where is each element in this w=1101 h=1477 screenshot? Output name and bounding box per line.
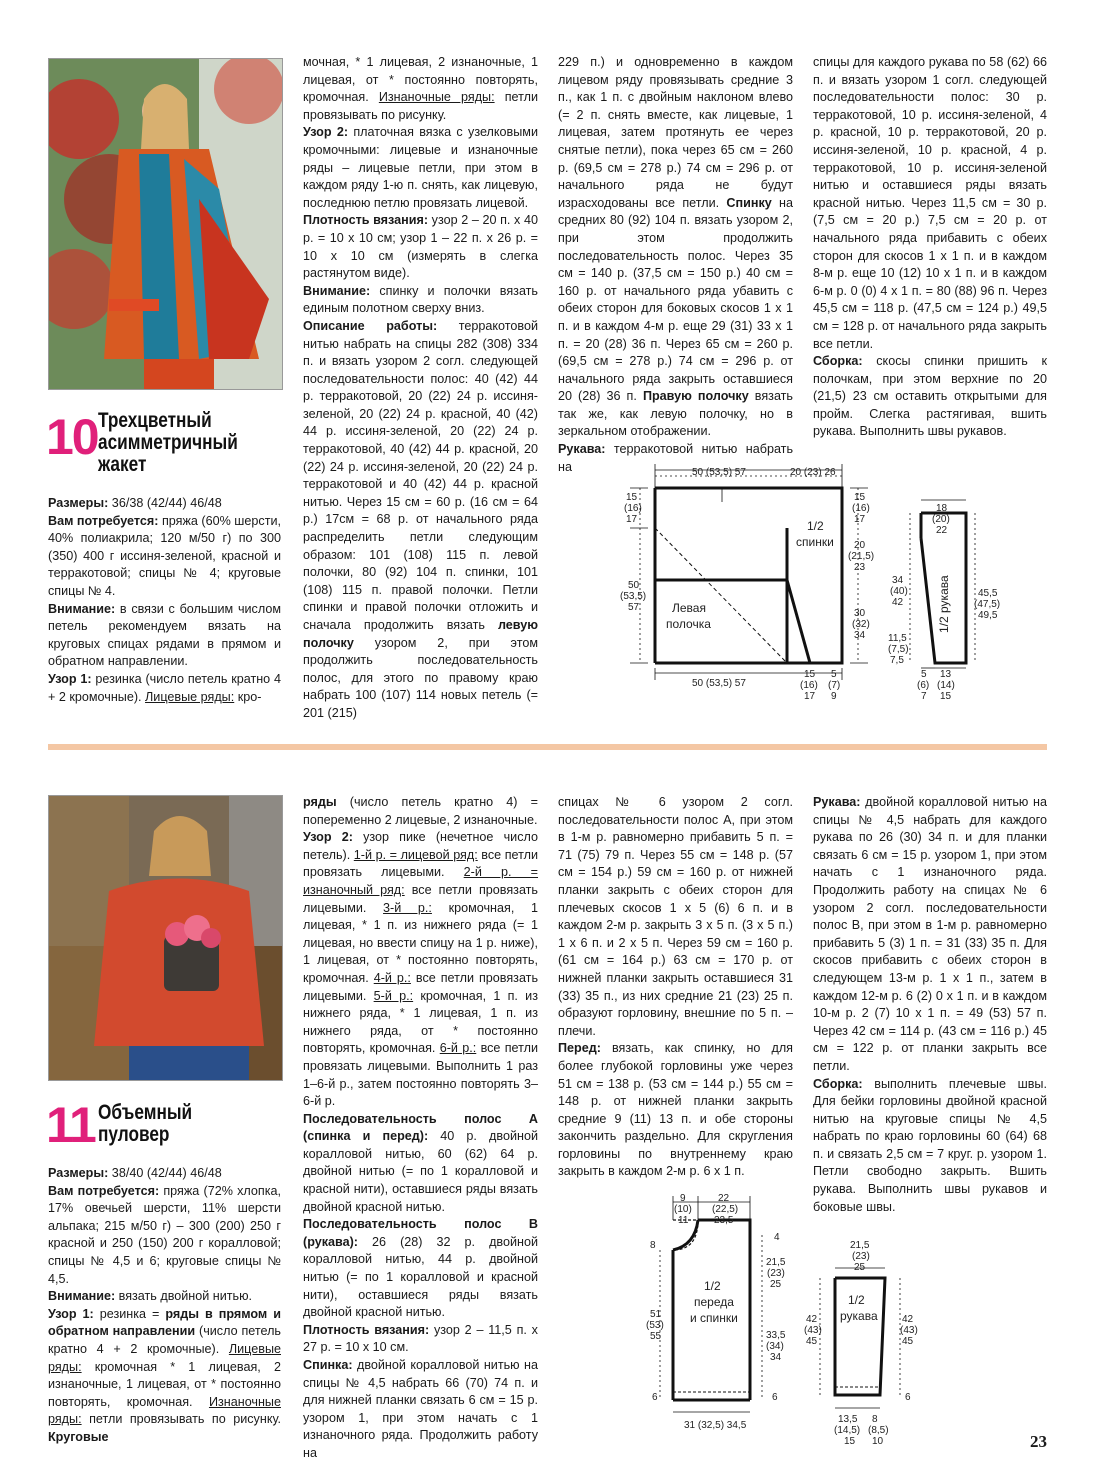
dim-label: 15 bbox=[940, 691, 952, 702]
article-title bbox=[98, 1102, 192, 1146]
dim-label: 15 bbox=[844, 1436, 856, 1447]
dim-label: (40) bbox=[890, 586, 908, 597]
dim-label: 23,5 bbox=[714, 1215, 734, 1226]
section-divider bbox=[48, 744, 1047, 750]
dim-label: 7,5 bbox=[890, 655, 904, 666]
dim-label: 6 bbox=[772, 1392, 778, 1403]
dim-label: 21,5 bbox=[766, 1257, 786, 1268]
dim-label: 5 bbox=[831, 669, 837, 680]
dim-label: (16) bbox=[800, 680, 818, 691]
dim-label: 15 bbox=[854, 492, 866, 503]
text-column: мочная, * 1 лицевая, 2 изнаночные, 1 лицевая, от * постоянно повторять, кромочная. Изнаночные ряды: петли провязывать по рисунку. Узор 2: платочная вязка с узелковыми кромочными: лицевые и изнаночные ряды – лицевые петли, при этом в каждом ряду 1-ю п. снять, как лицевую, последнюю петлю провязать лицевой. Плотность вязания: узор 2 – 20 п. х 40 р. = 10 х 10 см; узор 1 – 22 п. х 26 р. = 10 х 10 см (измерять в слегка растянутом виде). Внимание: спинку и полочки вязать единым полотном сверху вниз. Описание работы: терракотовой нитью набрать на спицы 282 (308) 334 п. и вязать узором 2 согл. следующей последовательности полос: 40 (42) 44 р. терракотовой, 20 (22) 24 р. иссиня-зеленой, 20 (22) 24 р. красной, 40 (42) 44 р. иссиня-зеленой, 20 (22) 24 р. терракотовой, 40 (42) 44 р. красной, 20 (22) 24 р. иссиня-зеленой, 20 (22) 24 р. терракотовой и 40 (42) 44 р. красной нитью. Через 15 см = 60 р. (16 см = 64 р.) 17см = 68 р. от начального ряда распределить петли следующим образом: 101 (108) 115 п. левой полочки, 80 (92) 104 п. спинки, 101 (108) 115 п. правой полочки. Петли спинки и правой полочки отложить и сначала продолжить вязать левую полочку узором 2, при этом продолжить последовательность полос, для этого по правому краю набрать 100 (107) 114 новых петель (= 201 (215) bbox=[303, 55, 538, 720]
dim-label: (21,5) bbox=[848, 551, 875, 562]
dim-label: (32) bbox=[852, 619, 870, 630]
dim-label: 8 bbox=[872, 1414, 878, 1425]
text-column: 229 п.) и одновременно в каждом лицевом ряду провязывать средние 3 п., как 1 п. с двойным наклоном влево (= 2 п. снять вместе, как лицевые, 1 лицевая, затем протянуть ее через снятые петли), пока через 65 см = 260 р. (69,5 см = 278 р.) 74 см = 296 р. от начального ряда не будут израсходованы все петли. Спинку на средних 80 (92) 104 п. вязать узором 2, при этом продолжить последовательность полос. Через 35 см = 140 р. (37,5 см = 150 р.) 40 см = 160 р. от начального ряда убавить с обеих сторон для боковых скосов 1 х 1 п. и в каждом 4-м р. еще 29 (31) 33 х 1 п. = 20 (28) 36 п. Через 65 см = 260 р. (69,5 см = 278 р.) 74 см = 296 р. от начального ряда закрыть оставшиеся 20 (28) 36 п. Правую полочку вязать так же, как левую полочку, но в зеркальном отображении. Рукава: терракотовой нитью набрать на bbox=[558, 55, 793, 474]
piece-label: переда bbox=[694, 1295, 734, 1309]
dim-label: 34 bbox=[770, 1352, 782, 1363]
title-line: пуловер bbox=[98, 1123, 170, 1146]
dim-label: 7 bbox=[921, 691, 927, 702]
dim-label: 17 bbox=[854, 514, 866, 525]
dim-label: 22 bbox=[718, 1193, 730, 1204]
dim-label: 21,5 bbox=[850, 1240, 870, 1251]
dim-label: 20 (23) 26 bbox=[790, 467, 836, 478]
dim-label: (14) bbox=[937, 680, 955, 691]
text-column: ряды (число петель кратно 4) = попеременно 2 лицевые, 2 изнаночные. Узор 2: узор пике (нечетное число петель). 1-й р. = лицевой ряд: все петли провязать лицевыми. 2-й р. = изнаночный ряд: все петли провязать лицевыми. 3-й р.: кромочная, 1 лицевая, * 1 п. из нижнего ряда (= 1 лицевая, но ввести спицу на 1 р. ниже), 1 лицевая, от * постоянно повторять, кромочная. 4-й р.: все петли провязать лицевыми. 5-й р.: кромочная, 1 п. из нижнего ряда, * 1 лицевая, 1 п. из нижнего ряда, от * постоянно повторять, кромочная. 6-й р.: все петли провязать лицевыми. Выполнить 1 раз 1–6-й р., затем постоянно повторять 3–6-й р. Последовательность полос А (спинка и перед): 40 р. двойной коралловой нитью, 60 (62) 64 р. двойной нитью (= по 1 коралловой и красной нити), оставшиеся ряды вязать двойной красной нитью. Последовательность полос В (рукава): 26 (28) 32 р. двойной коралловой нитью, 44 р. двойной нитью (= по 1 коралловой и красной нити), оставшиеся ряды вязать двойной красной нитью. Плотность вязания: узор 2 – 11,5 п. х 27 р. = 10 х 10 см. Спинка: двойной коралловой нитью на спицы № 4,5 набрать 66 (70) 74 п. и для нижней планки связать 6 см = 15 р. узором 1, при этом начать с 1 изнаночного ряда. Продолжить работу на bbox=[303, 795, 539, 1460]
dim-label: 6 bbox=[652, 1392, 658, 1403]
dim-label: 42 bbox=[892, 597, 904, 608]
dim-label: 33,5 bbox=[766, 1330, 786, 1341]
dim-label: 55 bbox=[650, 1331, 662, 1342]
dim-label: (7) bbox=[828, 680, 841, 691]
pattern-schema-jacket bbox=[610, 458, 1010, 708]
article-number: 11 bbox=[46, 1097, 95, 1153]
article-number: 10 bbox=[46, 409, 98, 465]
dim-label: 25 bbox=[770, 1279, 782, 1290]
dim-label: 31 (32,5) 34,5 bbox=[684, 1420, 747, 1431]
piece-label: 1/2 рукава bbox=[937, 575, 951, 633]
dim-label: 45 bbox=[806, 1336, 818, 1347]
dim-label: 49,5 bbox=[978, 610, 998, 621]
dim-label: 20 bbox=[854, 540, 866, 551]
dim-label: (53,5) bbox=[620, 591, 647, 602]
dim-label: (43) bbox=[804, 1325, 822, 1336]
dim-label: 42 bbox=[806, 1314, 818, 1325]
dim-label: 18 bbox=[936, 503, 948, 514]
dim-label: (43) bbox=[900, 1325, 918, 1336]
dim-label: 42 bbox=[902, 1314, 914, 1325]
title-line: асимметричный bbox=[98, 431, 238, 454]
dim-label: 13,5 bbox=[838, 1414, 858, 1425]
dim-label: 51 bbox=[650, 1309, 662, 1320]
dim-label: (6) bbox=[917, 680, 930, 691]
dim-label: 45,5 bbox=[978, 588, 998, 599]
dim-label: 5 bbox=[921, 669, 927, 680]
piece-label: 1/2 bbox=[848, 1293, 865, 1307]
dim-label: 6 bbox=[905, 1392, 911, 1403]
dim-label: 11 bbox=[678, 1215, 689, 1226]
dim-label: 34 bbox=[892, 575, 904, 586]
dim-label: 17 bbox=[626, 514, 638, 525]
photo-pullover bbox=[48, 795, 283, 1081]
piece-label: 1/2 bbox=[704, 1279, 721, 1293]
dim-label: (53) bbox=[646, 1320, 664, 1331]
dim-label: 23 bbox=[854, 562, 866, 573]
piece-label: и спинки bbox=[690, 1311, 738, 1325]
text-column: спицы для каждого рукава по 58 (62) 66 п. и вязать узором 1 согл. следующей последовательности полос: 30 р. терракотовой, 10 р. иссиня-зеленой, 4 р. красной, 10 р. терракотовой, 20 р. иссиня-зеленой, 10 р. красной, 4 р. терракотовой, 10 р. иссиня-зеленой нитью и оставшиеся ряды вязать красной нитью. Через 11,5 см = 30 р. (7,5 см = 20 р.) 7,5 см = 20 р. от начального ряда прибавить с обеих сторон для скосов 1 х 1 п. и в каждом 8-м р. еще 10 (12) 10 х 1 п. и в каждом 6-м р. 0 (0) 4 х 1 п. = 80 (88) 96 п. Через 45,5 см = 118 р. (47,5 см = 124 р.) 49,5 см = 128 р. от начального ряда закрыть все петли. Сборка: скосы спинки пришить к полочкам, при этом верхние по 20 (21,5) 23 см оставить открытыми для пройм. Слегка растягивая, вшить рукава. Выполнить швы рукавов. bbox=[813, 55, 1047, 439]
dim-label: (23) bbox=[767, 1268, 785, 1279]
piece-label: Левая bbox=[672, 601, 706, 615]
piece-label: спинки bbox=[796, 535, 834, 549]
dim-label: 10 bbox=[872, 1436, 884, 1447]
page-number: 23 bbox=[1030, 1432, 1047, 1451]
dim-label: (14,5) bbox=[834, 1425, 861, 1436]
dim-label: 11,5 bbox=[888, 633, 907, 644]
text-column: Размеры: 38/40 (42/44) 46/48 Вам потребуется: пряжа (72% хлопка, 17% овечьей шерсти, 11% шерсти альпака; 215 м/50 г) – 300 (200) 250 г красной и 250 (150) 200 г коралловой; спицы № 4,5 и 6; круговые спицы № 4,5. Внимание: вязать двойной нитью. Узор 1: резинка = ряды в прямом и обратном направлении (число петель кратно 4 + 2 кромочные). Лицевые ряды: кромочная * 1 лицевая, 2 изнаночные, 1 лицевая, от * постоянно повторять, кромочная. Изнаночные ряды: петли провязывать по рисунку. Круговые bbox=[48, 1166, 282, 1444]
dim-label: 17 bbox=[804, 691, 816, 702]
dim-label: 4 bbox=[774, 1232, 780, 1243]
dim-label: 57 bbox=[628, 602, 640, 613]
piece-label: полочка bbox=[666, 617, 711, 631]
dim-label: 50 (53,5) 57 bbox=[692, 467, 746, 478]
piece-label: 1/2 bbox=[807, 519, 824, 533]
dim-label: (34) bbox=[766, 1341, 784, 1352]
piece-label: рукава bbox=[840, 1309, 878, 1323]
dim-label: (47,5) bbox=[974, 599, 1001, 610]
dim-label: (16) bbox=[624, 503, 642, 514]
title-line: Объемный bbox=[98, 1101, 193, 1124]
title-line: жакет bbox=[98, 453, 147, 476]
article-title bbox=[98, 410, 238, 476]
title-line: Трехцветный bbox=[98, 409, 212, 432]
dim-label: 25 bbox=[854, 1262, 866, 1273]
dim-label: 15 bbox=[804, 669, 816, 680]
text-column: Рукава: двойной коралловой нитью на спицы № 4,5 набрать для каждого рукава по 26 (30) 34 п. и для планки связать 6 см = 15 р. узором 1, при этом начать с 1 изнаночного ряда. Продолжить работу на спицах № 6 узором 2 согл. последовательности полос В, при этом в 1-м р. равномерно прибавить 5 (3) 1 п. = 31 (33) 35 п. Для скосов прибавить с обеих сторон в следующем 13-м р. 1 х 1 п., затем в каждом 12-м р. 6 (2) 0 х 1 п. и в каждом 10-м р. 2 (7) 10 х 1 п. = 49 (53) 57 п. Через 42 см = 114 р. (43 см = 116 р.) 45 см = 122 р. от планки закрыть все петли. Сборка: выполнить плечевые швы. Для бейки горловины двойной красной нитью на круговые спицы № 4,5 набрать по краю горловины 60 (64) 68 п. и связать 2,5 см = 7 круг. р. узором 1. Петли свободно закрыть. Вшить рукава. Выполнить швы рукавов и боковые швы. bbox=[813, 795, 1047, 1214]
dim-label: (8,5) bbox=[868, 1425, 889, 1436]
dim-label: 22 bbox=[936, 525, 948, 536]
dim-label: (16) bbox=[852, 503, 870, 514]
dim-label: 50 bbox=[628, 580, 640, 591]
dim-label: 13 bbox=[940, 669, 952, 680]
dim-label: 30 bbox=[854, 608, 866, 619]
dim-label: 9 bbox=[680, 1193, 686, 1204]
dim-label: (23) bbox=[852, 1251, 870, 1262]
dim-label: (7,5) bbox=[888, 644, 909, 655]
photo-jacket bbox=[48, 58, 283, 390]
dim-label: 15 bbox=[626, 492, 638, 503]
dim-label: (22,5) bbox=[712, 1204, 739, 1215]
dim-label: (20) bbox=[932, 514, 950, 525]
text-column: Размеры: 36/38 (42/44) 46/48 Вам потребуется: пряжа (60% шерсти, 40% полиакрила; 120 м/50 г) по 300 (350) 400 г иссиня-зеленой, красной и терракотовой; спицы № 4; круговые спицы № 4. Внимание: в связи с большим числом петель рекомендуем вязать на круговых спицах рядами в прямом и обратном направлении. Узор 1: резинка (число петель кратно 4 + 2 кромочные). Лицевые ряды: кро- bbox=[48, 496, 282, 704]
text-column: спицах № 6 узором 2 согл. последовательности полос А, при этом в 1-м р. равномерно прибавить 5 п. = 71 (75) 79 п. Через 55 см = 148 р. (57 см = 154 р.) 59 см = 160 р. от нижней планки закрыть с обеих сторон для плечевых скосов 1 х 5 (6) 6 п. и в каждом 2-м р. закрыть 3 х 5 п. (3 х 5 п.) 1 х 6 п. и 2 х 5 п. Через 59 см = 160 р. (61 см = 164 р.) 63 см = 170 р. от нижней планки закрыть оставшиеся 31 (33) 35 п., из них средние 21 (23) 25 п. образуют горловину, внешние по 5 п. – плечи. Перед: вязать, как спинку, но для более глубокой горловины уже через 51 см = 138 р. (53 см = 144 р.) 55 см = 148 р. от нижней планки закрыть средние 9 (11) 13 п. и обе стороны закончить раздельно. Для скругления горловины по внутреннему краю закрыть в каждом 2-м р. 6 х 1 п. bbox=[558, 795, 793, 1179]
dim-label: 34 bbox=[854, 630, 866, 641]
dim-label: 8 bbox=[650, 1240, 656, 1251]
dim-label: 9 bbox=[831, 691, 837, 702]
dim-label: 50 (53,5) 57 bbox=[692, 678, 746, 689]
dim-label: 45 bbox=[902, 1336, 914, 1347]
dim-label: (10) bbox=[674, 1204, 692, 1215]
pattern-schema-pullover bbox=[640, 1190, 940, 1450]
